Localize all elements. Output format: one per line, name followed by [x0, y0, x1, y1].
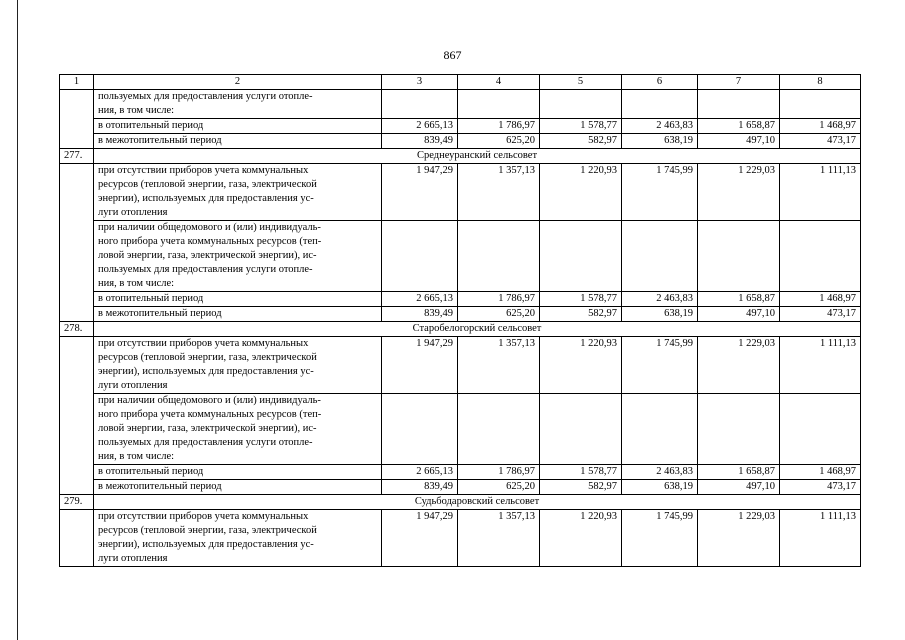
description-cell	[94, 337, 382, 394]
desc-line: при наличии общедомового и (или) индивидуаль-	[98, 395, 321, 406]
value-cell: 1 220,93	[540, 164, 622, 221]
desc-line: ресурсов (тепловой энергии, газа, электрической	[98, 352, 317, 363]
description-cell	[94, 90, 382, 119]
description-cell	[94, 394, 382, 465]
desc-line: ния, в том числе:	[98, 451, 175, 462]
description-cell	[94, 164, 382, 221]
value-cell: 839,49	[382, 480, 458, 495]
table-row	[60, 337, 861, 394]
desc-line: луги отопления	[98, 553, 168, 564]
value-cell	[540, 90, 622, 119]
value-cell: 638,19	[622, 134, 698, 149]
value-cell: 1 658,87	[698, 465, 780, 480]
period-label: в межотопительный период	[94, 134, 382, 149]
value-cell	[698, 394, 780, 465]
value-cell	[622, 221, 698, 292]
column-header: 7	[698, 75, 780, 90]
desc-line: при отсутствии приборов учета коммунальных	[98, 338, 309, 349]
table-row	[60, 465, 861, 480]
table-row	[60, 221, 861, 292]
desc-line: энергии), используемых для предоставления ус-	[98, 193, 314, 204]
table-row	[60, 510, 861, 567]
value-cell: 582,97	[540, 480, 622, 495]
section-title: Судьбодаровский сельсовет	[94, 495, 861, 510]
desc-line: ловой энергии, газа, электрической энергии), ис-	[98, 423, 317, 434]
value-cell: 2 665,13	[382, 119, 458, 134]
period-label: в межотопительный период	[94, 480, 382, 495]
value-cell: 1 578,77	[540, 292, 622, 307]
value-cell: 1 578,77	[540, 465, 622, 480]
value-cell: 1 468,97	[780, 292, 861, 307]
value-cell	[382, 394, 458, 465]
header-row	[60, 75, 861, 90]
value-cell: 473,17	[780, 307, 861, 322]
value-cell	[698, 90, 780, 119]
value-cell: 1 468,97	[780, 119, 861, 134]
desc-line: пользуемых для предоставления услуги отопле-	[98, 437, 313, 448]
value-cell	[458, 221, 540, 292]
desc-line: при наличии общедомового и (или) индивидуаль-	[98, 222, 321, 233]
index-cell	[60, 510, 94, 567]
value-cell: 1 468,97	[780, 465, 861, 480]
value-cell: 1 357,13	[458, 510, 540, 567]
period-label: в отопительный период	[94, 465, 382, 480]
value-cell: 1 745,99	[622, 510, 698, 567]
value-cell	[382, 221, 458, 292]
value-cell	[458, 394, 540, 465]
section-title-row	[60, 322, 861, 337]
value-cell: 497,10	[698, 480, 780, 495]
desc-line: энергии), используемых для предоставления ус-	[98, 539, 314, 550]
value-cell	[382, 90, 458, 119]
value-cell: 1 786,97	[458, 292, 540, 307]
value-cell	[622, 90, 698, 119]
table-row	[60, 307, 861, 322]
value-cell	[780, 90, 861, 119]
table-row	[60, 90, 861, 119]
value-cell: 1 745,99	[622, 337, 698, 394]
section-number: 278.	[60, 322, 94, 337]
value-cell: 1 745,99	[622, 164, 698, 221]
value-cell: 1 947,29	[382, 510, 458, 567]
tariff-table	[59, 74, 861, 567]
value-cell: 1 220,93	[540, 337, 622, 394]
period-label: в межотопительный период	[94, 307, 382, 322]
period-label: в отопительный период	[94, 292, 382, 307]
table-row	[60, 394, 861, 465]
value-cell: 1 229,03	[698, 510, 780, 567]
value-cell: 1 947,29	[382, 337, 458, 394]
section-number: 277.	[60, 149, 94, 164]
desc-line: луги отопления	[98, 207, 168, 218]
column-header: 5	[540, 75, 622, 90]
value-cell: 2 665,13	[382, 465, 458, 480]
value-cell: 1 658,87	[698, 119, 780, 134]
value-cell: 1 111,13	[780, 510, 861, 567]
description-cell	[94, 510, 382, 567]
value-cell: 497,10	[698, 307, 780, 322]
value-cell: 625,20	[458, 480, 540, 495]
desc-line: луги отопления	[98, 380, 168, 391]
value-cell: 1 357,13	[458, 337, 540, 394]
value-cell: 2 665,13	[382, 292, 458, 307]
value-cell: 582,97	[540, 134, 622, 149]
value-cell	[622, 394, 698, 465]
value-cell: 1 111,13	[780, 164, 861, 221]
period-label: в отопительный период	[94, 119, 382, 134]
desc-line: энергии), используемых для предоставления ус-	[98, 366, 314, 377]
desc-line: ресурсов (тепловой энергии, газа, электрической	[98, 525, 317, 536]
value-cell: 625,20	[458, 307, 540, 322]
value-cell: 473,17	[780, 480, 861, 495]
page-binding-line	[17, 0, 18, 640]
value-cell	[698, 221, 780, 292]
desc-line: пользуемых для предоставления услуги отопле-	[98, 264, 313, 275]
section-number: 279.	[60, 495, 94, 510]
value-cell: 2 463,83	[622, 119, 698, 134]
desc-line: пользуемых для предоставления услуги отопле-	[98, 91, 313, 102]
value-cell: 1 658,87	[698, 292, 780, 307]
value-cell: 473,17	[780, 134, 861, 149]
value-cell: 1 947,29	[382, 164, 458, 221]
value-cell	[540, 221, 622, 292]
section-title-row	[60, 495, 861, 510]
value-cell: 1 357,13	[458, 164, 540, 221]
value-cell: 638,19	[622, 307, 698, 322]
section-title: Среднеуранский сельсовет	[94, 149, 861, 164]
value-cell: 839,49	[382, 134, 458, 149]
column-header: 8	[780, 75, 861, 90]
table-row	[60, 480, 861, 495]
value-cell	[458, 90, 540, 119]
column-header: 3	[382, 75, 458, 90]
value-cell	[780, 394, 861, 465]
desc-line: ния, в том числе:	[98, 105, 175, 116]
table-row	[60, 134, 861, 149]
desc-line: при отсутствии приборов учета коммунальных	[98, 165, 309, 176]
value-cell: 1 786,97	[458, 119, 540, 134]
value-cell: 2 463,83	[622, 465, 698, 480]
column-header: 1	[60, 75, 94, 90]
value-cell: 1 229,03	[698, 337, 780, 394]
value-cell: 497,10	[698, 134, 780, 149]
value-cell	[540, 394, 622, 465]
desc-line: ресурсов (тепловой энергии, газа, электрической	[98, 179, 317, 190]
column-header: 4	[458, 75, 540, 90]
page-number: 867	[443, 48, 462, 62]
value-cell: 839,49	[382, 307, 458, 322]
value-cell: 638,19	[622, 480, 698, 495]
value-cell: 1 578,77	[540, 119, 622, 134]
desc-line: ловой энергии, газа, электрической энергии), ис-	[98, 250, 317, 261]
index-cell	[60, 90, 94, 149]
value-cell: 1 229,03	[698, 164, 780, 221]
table-row	[60, 164, 861, 221]
desc-line: ния, в том числе:	[98, 278, 175, 289]
desc-line: ного прибора учета коммунальных ресурсов (теп-	[98, 236, 322, 247]
column-header: 6	[622, 75, 698, 90]
value-cell: 1 786,97	[458, 465, 540, 480]
section-title: Старобелогорский сельсовет	[94, 322, 861, 337]
value-cell: 582,97	[540, 307, 622, 322]
desc-line: при отсутствии приборов учета коммунальных	[98, 511, 309, 522]
desc-line: ного прибора учета коммунальных ресурсов (теп-	[98, 409, 322, 420]
value-cell: 1 220,93	[540, 510, 622, 567]
table-row	[60, 292, 861, 307]
value-cell: 625,20	[458, 134, 540, 149]
index-cell	[60, 164, 94, 322]
description-cell	[94, 221, 382, 292]
index-cell	[60, 337, 94, 495]
value-cell: 1 111,13	[780, 337, 861, 394]
value-cell: 2 463,83	[622, 292, 698, 307]
value-cell	[780, 221, 861, 292]
column-header: 2	[94, 75, 382, 90]
section-title-row	[60, 149, 861, 164]
table-row	[60, 119, 861, 134]
